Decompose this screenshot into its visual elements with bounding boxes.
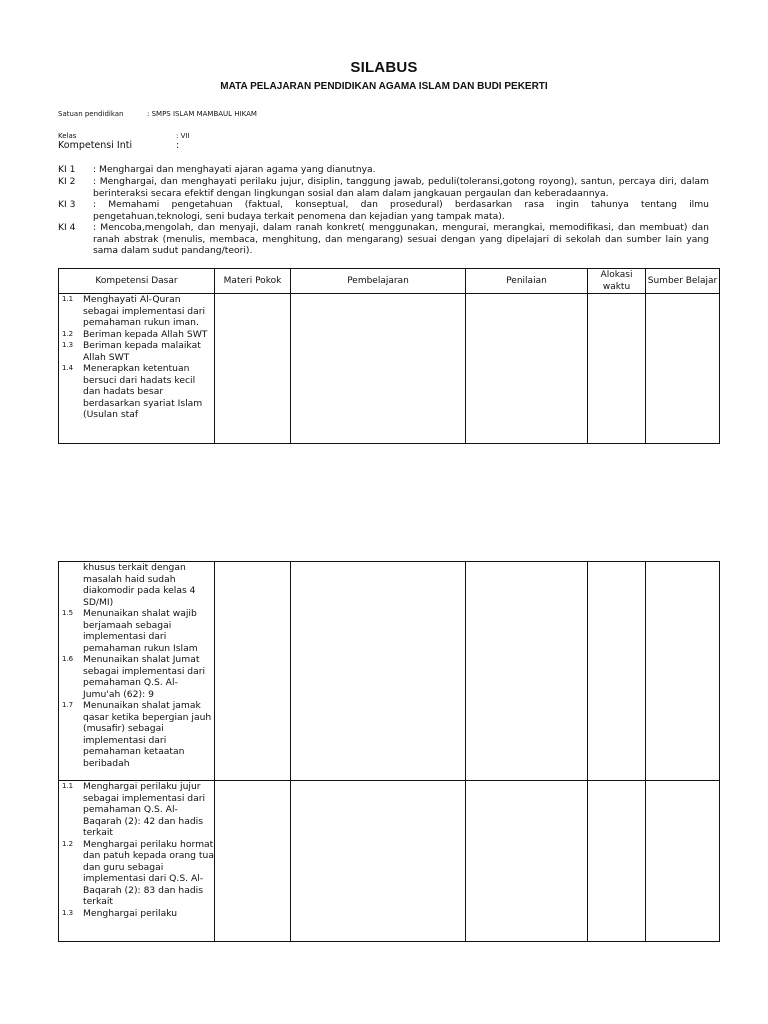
kd-item: 1.1 Menghargai perilaku jujur sebagai implementasi dari pemahaman Q.S. Al-Baqarah (2): 42 dan hadis terkait [62,781,206,838]
header-penilaian: Penilaian [466,269,588,294]
kd-item: 1.2 Menghargai perilaku hormat dan patuh kepada orang tua dan guru sebagai implementasi dari Q.S. Al-Baqarah (2): 83 dan hadis terkait [62,838,214,907]
kd-item: 1.2 Beriman kepada Allah SWT [62,328,208,340]
kd-item: 1.3 Beriman kepada malaikat Allah SWT [62,340,201,363]
ki-text: : Menghargai, dan menghayati perilaku jujur, disiplin, tanggung jawab, peduli(toleransi,gotong royong), santun, percaya diri, dalam berinteraksi secara efektif dengan lingkungan sosial dan alam dalam jangkauan pergaulan dan keberadaannya. [93,176,709,199]
table-row [59,294,720,444]
sumber-belajar-cell [646,562,720,781]
sumber-belajar-cell [646,781,720,942]
header-kompetensi-dasar: Kompetensi Dasar [59,269,215,294]
penilaian-cell [466,562,588,781]
ki-code: KI 2 [58,176,76,187]
kd-item: 1.1 Menghayati Al-Quran sebagai implementasi dari pemahaman rukun iman. [62,294,206,328]
header-materi-pokok: Materi Pokok [215,269,291,294]
ki-code: KI 1 [58,164,76,175]
pembelajaran-cell [291,781,466,942]
ki-code: KI 3 [58,199,76,210]
silabus-table-page2 [58,561,720,942]
table-header-row [59,269,720,294]
materi-pokok-cell [215,562,291,781]
penilaian-cell [466,781,588,942]
table-row [59,781,720,942]
table-row [59,562,720,781]
kelas-label: Kelas [58,132,77,140]
alokasi-waktu-cell [588,781,646,942]
pembelajaran-cell [291,294,466,444]
satuan-value: : SMPS ISLAM MAMBAUL HIKAM [147,110,257,118]
kd-item: 1.7 Menunaikan shalat jamak qasar ketika bepergian jauh (musafir) sebagai implementasi dari pemahaman ketaatan beribadah [62,700,212,769]
ki-heading-colon: : [176,140,180,151]
ki-text: : Menghargai dan menghayati ajaran agama yang dianutnya. [93,164,376,175]
kd-continuation: khusus terkait dengan masalah haid sudah diakomodir pada kelas 4 SD/MI) [83,562,196,608]
kd-item: 1.4 Menerapkan ketentuan bersuci dari hadats kecil dan hadats besar berdasarkan syariat Islam (Usulan staf [62,363,203,420]
alokasi-waktu-cell [588,562,646,781]
materi-pokok-cell [215,781,291,942]
kd-item: 1.5 Menunaikan shalat wajib berjamaah sebagai implementasi dari pemahaman rukun Islam [62,608,198,654]
ki-heading: Kompetensi Inti [58,140,133,151]
sumber-belajar-cell [646,294,720,444]
silabus-table-page1 [58,268,720,444]
kd-item: 1.6 Menunaikan shalat Jumat sebagai implementasi dari pemahaman Q.S. Al-Jumu'ah (62): 9 [62,654,206,700]
satuan-label: Satuan pendidikan [58,110,124,118]
alokasi-waktu-cell [588,294,646,444]
header-sumber-belajar: Sumber Belajar [646,269,720,294]
kompetensi-dasar-cell [59,294,215,444]
document-subtitle: MATA PELAJARAN PENDIDIKAN AGAMA ISLAM DAN BUDI PEKERTI [220,81,548,92]
penilaian-cell [466,294,588,444]
materi-pokok-cell [215,294,291,444]
kompetensi-dasar-cell [59,781,215,942]
ki-code: KI 4 [58,222,76,233]
header-alokasi-waktu: Alokasi waktu [588,269,646,294]
ki-text: : Memahami pengetahuan (faktual, konseptual, dan prosedural) berdasarkan rasa ingin tahunya tentang ilmu pengetahuan,teknologi, seni budaya terkait penomena dan kejadian yang tampak mata). [93,199,709,222]
kompetensi-dasar-cell [59,562,215,781]
ki-text: : Mencoba,mengolah, dan menyaji, dalam ranah konkret( menggunakan, mengurai, merangkai, memodifikasi, dan membuat) dan ranah abstrak (menulis, membaca, menghitung, dan mengarang) sesuai dengan yang dipelajari di sekolah dan sumber lain yang sama dalam sudut pandang/teori). [93,222,709,256]
pembelajaran-cell [291,562,466,781]
header-pembelajaran: Pembelajaran [291,269,466,294]
kd-item: 1.3 Menghargai perilaku [62,907,178,919]
kelas-value: : VII [176,132,190,140]
document-title: SILABUS [350,59,418,76]
